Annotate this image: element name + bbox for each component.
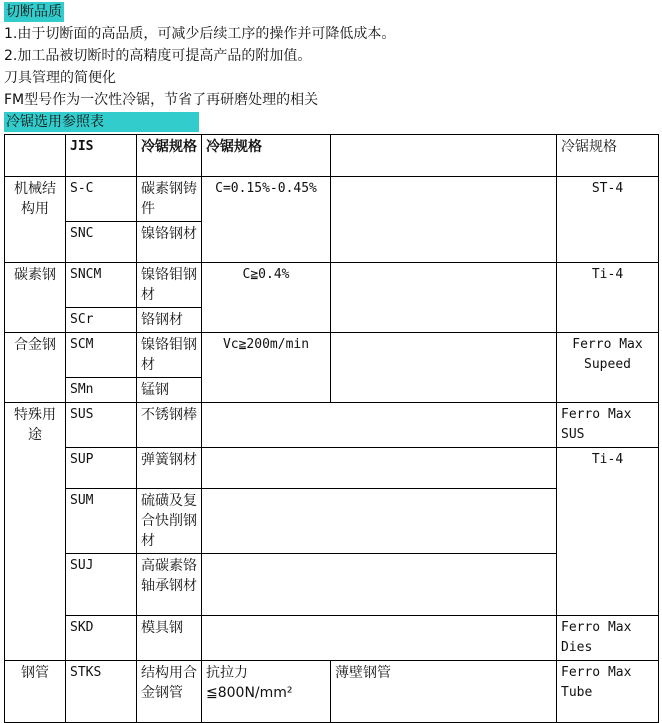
blank-cell <box>202 554 557 616</box>
blank-cell <box>202 616 557 661</box>
category-cell: 合金钢 <box>5 333 66 403</box>
jis-cell: SNC <box>66 222 137 263</box>
spec-cell: 抗拉力≦800N/mm² <box>202 661 331 723</box>
header-cell-blank <box>331 135 557 177</box>
table-row <box>5 333 659 378</box>
material-cell: 镍铬钢材 <box>137 222 202 263</box>
saw-cell: Ferro Max Supeed <box>557 333 659 403</box>
table-row <box>5 616 659 661</box>
blank-cell <box>202 448 557 489</box>
saw-cell: Ferro Max Dies <box>557 616 659 661</box>
material-cell: 硫磺及复合快削钢材 <box>137 489 202 554</box>
material-cell: 不锈钢棒 <box>137 403 202 448</box>
section-title <box>4 112 199 132</box>
jis-cell: SCr <box>66 308 137 333</box>
table-header-row <box>5 135 659 177</box>
blank-cell <box>331 333 557 403</box>
saw-cell: Ti-4 <box>557 263 659 333</box>
material-cell: 镍铬钼钢材 <box>137 333 202 378</box>
jis-cell: SMn <box>66 378 137 403</box>
jis-cell: SCM <box>66 333 137 378</box>
material-cell: 弹簧钢材 <box>137 448 202 489</box>
material-cell: 镍铬钼钢材 <box>137 263 202 308</box>
material-cell: 结构用合金钢管 <box>137 661 202 723</box>
category-cell: 特殊用途 <box>5 403 66 661</box>
spec-cell: C≧0.4% <box>202 263 331 333</box>
header-cell-saw: 冷锯规格 <box>557 135 659 177</box>
category-cell: 碳素钢 <box>5 263 66 333</box>
header-cell-material: 冷锯规格 <box>137 135 202 177</box>
paragraph-line-2: 2.加工品被切断时的高精度可提高产品的附加值。 <box>4 48 312 64</box>
jis-cell: SUP <box>66 448 137 489</box>
jis-cell: SNCM <box>66 263 137 308</box>
paragraph-line-1: 1.由于切断面的高品质，可减少后续工序的操作并可降低成本。 <box>4 26 396 42</box>
material-cell: 碳素钢铸件 <box>137 177 202 222</box>
spec-cell: C=0.15%-0.45% <box>202 177 331 263</box>
material-cell: 铬钢材 <box>137 308 202 333</box>
header-title-text: 切断品质 <box>6 4 62 20</box>
saw-cell: ST-4 <box>557 177 659 263</box>
saw-selection-table <box>4 134 659 723</box>
table-row <box>5 661 659 723</box>
blank-cell <box>202 489 557 554</box>
saw-cell: Ti-4 <box>557 448 659 616</box>
section-title-text: 冷锯选用参照表 <box>4 112 199 132</box>
table-row <box>5 177 659 222</box>
table-row <box>5 403 659 448</box>
jis-cell: S-C <box>66 177 137 222</box>
header-cell-empty <box>5 135 66 177</box>
header-cell-spec: 冷锯规格 <box>202 135 331 177</box>
material-cell: 高碳素铬轴承钢材 <box>137 554 202 616</box>
spec-cell: Vc≧200m/min <box>202 333 331 403</box>
header-title <box>4 2 64 22</box>
material-cell: 锰钢 <box>137 378 202 403</box>
category-cell: 钢管 <box>5 661 66 723</box>
blank-cell <box>331 263 557 333</box>
material-cell: 模具钢 <box>137 616 202 661</box>
table-row <box>5 263 659 308</box>
jis-cell: SUM <box>66 489 137 554</box>
jis-cell: SUJ <box>66 554 137 616</box>
paragraph-line-3: 刀具管理的简便化 <box>4 70 116 86</box>
header-cell-jis: JIS <box>66 135 137 177</box>
jis-cell: STKS <box>66 661 137 723</box>
extra-cell: 薄壁钢管 <box>331 661 557 723</box>
paragraph-line-4: FM型号作为一次性冷锯，节省了再研磨处理的相关 <box>4 92 319 108</box>
saw-cell: Ferro Max Tube <box>557 661 659 723</box>
category-cell: 机械结构用 <box>5 177 66 263</box>
blank-cell <box>331 177 557 263</box>
blank-cell <box>202 403 557 448</box>
jis-cell: SUS <box>66 403 137 448</box>
jis-cell: SKD <box>66 616 137 661</box>
table-row <box>5 448 659 489</box>
saw-cell: Ferro Max SUS <box>557 403 659 448</box>
